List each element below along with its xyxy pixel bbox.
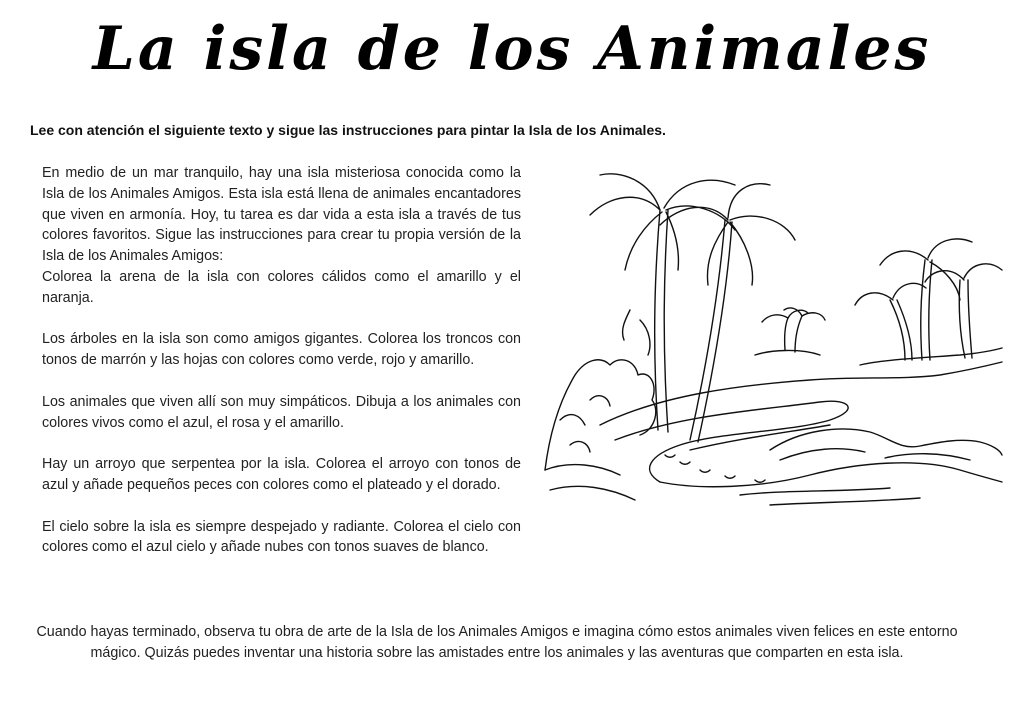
story-sky-paragraph: El cielo sobre la isla es siempre despejado y radiante. Colorea el cielo con colores como el azul cielo y añade nubes con tonos suaves de blanco.	[42, 518, 521, 556]
story-animals-paragraph: Los animales que viven allí son muy simpáticos. Dibuja a los animales con colores vivos como el azul, el rosa y el amarillo.	[42, 393, 521, 431]
island-coloring-illustration	[540, 170, 1005, 515]
closing-text: Cuando hayas terminado, observa tu obra de arte de la Isla de los Animales Amigos e imagina cómo estos animales viven felices en este entorno mágico. Quizás puedes inventar una historia sobre las amistades entre los animales y las aventuras que comparten en esta isla.	[36, 624, 958, 661]
right-palm-trees	[855, 239, 1002, 365]
big-palm-trees	[590, 174, 795, 442]
story-text	[42, 163, 521, 558]
story-trees-paragraph: Los árboles en la isla son como amigos gigantes. Colorea los troncos con tonos de marrón y las hojas con colores como verde, rojo y amarillo.	[42, 331, 521, 369]
story-stream-paragraph: Hay un arroyo que serpentea por la isla. Colorea el arroyo con tonos de azul y añade pequeños peces con colores como el plateado y el dorado.	[42, 456, 521, 493]
left-bushes	[545, 310, 656, 500]
beach-shoreline	[600, 362, 1002, 487]
story-sand: Colorea la arena de la isla con colores cálidos como el amarillo y el naranja.	[42, 268, 521, 306]
waves	[665, 429, 1002, 505]
story-intro: En medio de un mar tranquilo, hay una isla misteriosa conocida como la Isla de los Animales Amigos. Esta isla está llena de animales encantadores que viven en armonía. Hoy, tu tarea es dar vida a esta isla a través de tus colores favoritos. Sigue las instrucciones para crear tu propia versión de la Isla de los Animales Amigos:	[42, 165, 521, 265]
story-intro-paragraph	[42, 163, 521, 309]
small-island	[755, 308, 825, 355]
instruction-text: Lee con atención el siguiente texto y sigue las instrucciones para pintar la Isla de los Animales.	[30, 122, 666, 138]
page-title: La isla de los Animales	[92, 14, 932, 84]
